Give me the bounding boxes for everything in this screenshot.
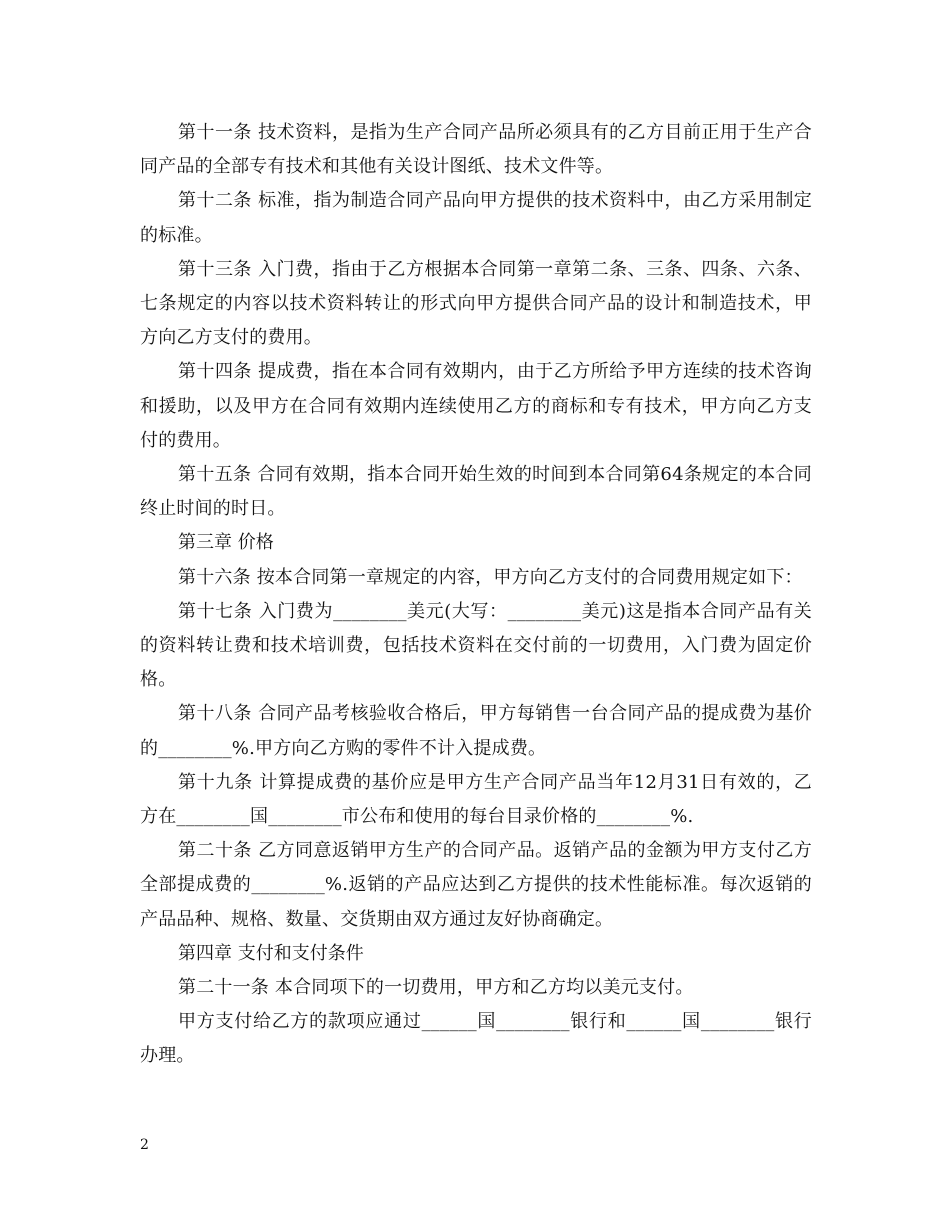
article-20: 第二十条 乙方同意返销甲方生产的合同产品。返销产品的金额为甲方支付乙方全部提成费的________%.返销的产品应达到乙方提供的技术性能标准。每次返销的产品品种、规格、数量、交货期由双方通过友好协商确定。 <box>140 840 812 930</box>
article-16: 第十六条 按本合同第一章规定的内容，甲方向乙方支付的合同费用规定如下： <box>178 566 803 588</box>
payment-bank-paragraph: 甲方支付给乙方的款项应通过______国________银行和______国________银行办理。 <box>140 1011 812 1067</box>
article-17: 第十七条 入门费为________美元(大写：________美元)这是指本合同产品有关的资料转让费和技术培训费，包括技术资料在交付前的一切费用，入门费为固定价格。 <box>140 600 812 691</box>
article-21: 第二十一条 本合同项下的一切费用，甲方和乙方均以美元支付。 <box>178 977 694 999</box>
article-11: 第十一条 技术资料，是指为生产合同产品所必须具有的乙方目前正用于生产合同产品的全部专有技术和其他有关设计图纸、技术文件等。 <box>140 122 812 178</box>
article-12: 第十二条 标准，指为制造合同产品向甲方提供的技术资料中，由乙方采用制定的标准。 <box>140 190 812 246</box>
chapter-3-heading: 第三章 价格 <box>178 532 274 554</box>
article-14: 第十四条 提成费，指在本合同有效期内，由于乙方所给予甲方连续的技术咨询和援助，以及甲方在合同有效期内连续使用乙方的商标和专有技术，甲方向乙方支付的费用。 <box>140 361 812 451</box>
article-15: 第十五条 合同有效期，指本合同开始生效的时间到本合同第64条规定的本合同终止时间的时日。 <box>140 464 812 520</box>
page-number: 2 <box>140 1137 149 1153</box>
article-18: 第十八条 合同产品考核验收合格后，甲方每销售一台合同产品的提成费为基价的________%.甲方向乙方购的零件不计入提成费。 <box>140 703 812 759</box>
article-19: 第十九条 计算提成费的基价应是甲方生产合同产品当年12月31日有效的，乙方在________国________市公布和使用的每台目录价格的________%. <box>140 771 812 828</box>
article-13: 第十三条 入门费，指由于乙方根据本合同第一章第二条、三条、四条、六条、七条规定的内容以技术资料转让的形式向甲方提供合同产品的设计和制造技术，甲方向乙方支付的费用。 <box>140 258 812 349</box>
document-body <box>140 116 812 1074</box>
chapter-4-heading: 第四章 支付和支付条件 <box>178 942 364 964</box>
